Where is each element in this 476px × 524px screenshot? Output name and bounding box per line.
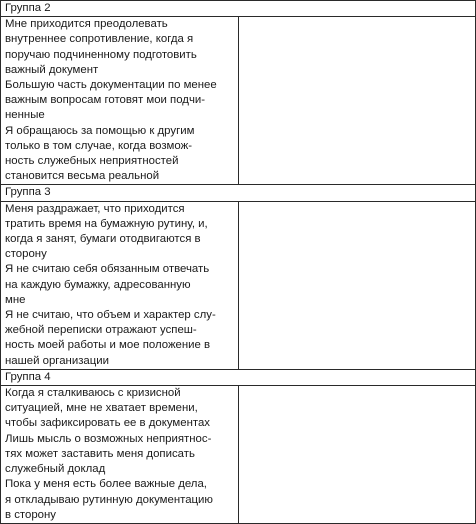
statement-line: важный документ	[5, 63, 99, 76]
statement-line: ность служебных неприятностей	[5, 155, 179, 168]
statement-line: становится весьма реальной	[5, 170, 160, 183]
statements-cell	[1, 201, 239, 369]
statement-line: жебной переписки отражают успеш-	[5, 324, 197, 337]
statement-line: сторону	[5, 248, 47, 261]
statement-line: когда я занят, бумаги отодвигаются в	[5, 233, 201, 246]
statement-line: тях может заставить меня дописать	[5, 447, 195, 460]
statement-line: служебный доклад	[5, 463, 106, 476]
answer-cell[interactable]	[238, 386, 476, 524]
group-header-row-2	[1, 1, 476, 17]
statement-line: ность моей работы и мое положение в	[5, 339, 211, 352]
statement-line: Я не считаю, что объем и характер слу-	[5, 309, 216, 322]
statement-line: Пока у меня есть более важные дела,	[5, 478, 207, 491]
group-title: Группа 4	[1, 369, 476, 385]
group-statements-row-4	[1, 386, 476, 524]
statement-line: Лишь мысль о возможных неприятнос-	[5, 432, 212, 445]
statement-line: Меня раздражает, что приходится	[5, 202, 185, 215]
statement-line: внутреннее сопротивление, когда я	[5, 33, 194, 46]
answer-cell[interactable]	[238, 201, 476, 369]
statement-line: Когда я сталкиваюсь с кризисной	[5, 387, 181, 400]
group-header-row-4	[1, 369, 476, 385]
statement-line: на каждую бумажку, адресованную	[5, 278, 191, 291]
statement-line: только в том случае, когда возмож-	[5, 139, 193, 152]
statement-line: ситуацией, мне не хватает времени,	[5, 402, 198, 415]
group-title: Группа 2	[1, 1, 476, 17]
statements-cell	[1, 386, 239, 524]
statement-line: Я не считаю себя обязанным отвечать	[5, 263, 210, 276]
statement-line: Большую часть документации по менее	[5, 79, 217, 92]
statement-line: Мне приходится преодолевать	[5, 18, 168, 31]
statement-line: Я обращаюсь за помощью к другим	[5, 124, 195, 137]
statements-cell	[1, 17, 239, 185]
statement-line: чтобы зафиксировать ее в документах	[5, 417, 210, 430]
statement-line: в сторону	[5, 508, 56, 521]
group-statements-row-3	[1, 201, 476, 369]
statement-line: важным вопросам готовят мои подчи-	[5, 94, 206, 107]
group-header-row-3	[1, 185, 476, 201]
statement-line: мне	[5, 293, 26, 306]
answer-cell[interactable]	[238, 17, 476, 185]
statement-line: нашей организации	[5, 354, 109, 367]
group-title: Группа 3	[1, 185, 476, 201]
statement-line: тратить время на бумажную рутину, и,	[5, 217, 208, 230]
statement-line: поручаю подчиненному подготовить	[5, 48, 197, 61]
statement-line: я откладываю рутинную документацию	[5, 493, 213, 506]
group-statements-row-2	[1, 17, 476, 185]
statement-line: ненные	[5, 109, 45, 122]
